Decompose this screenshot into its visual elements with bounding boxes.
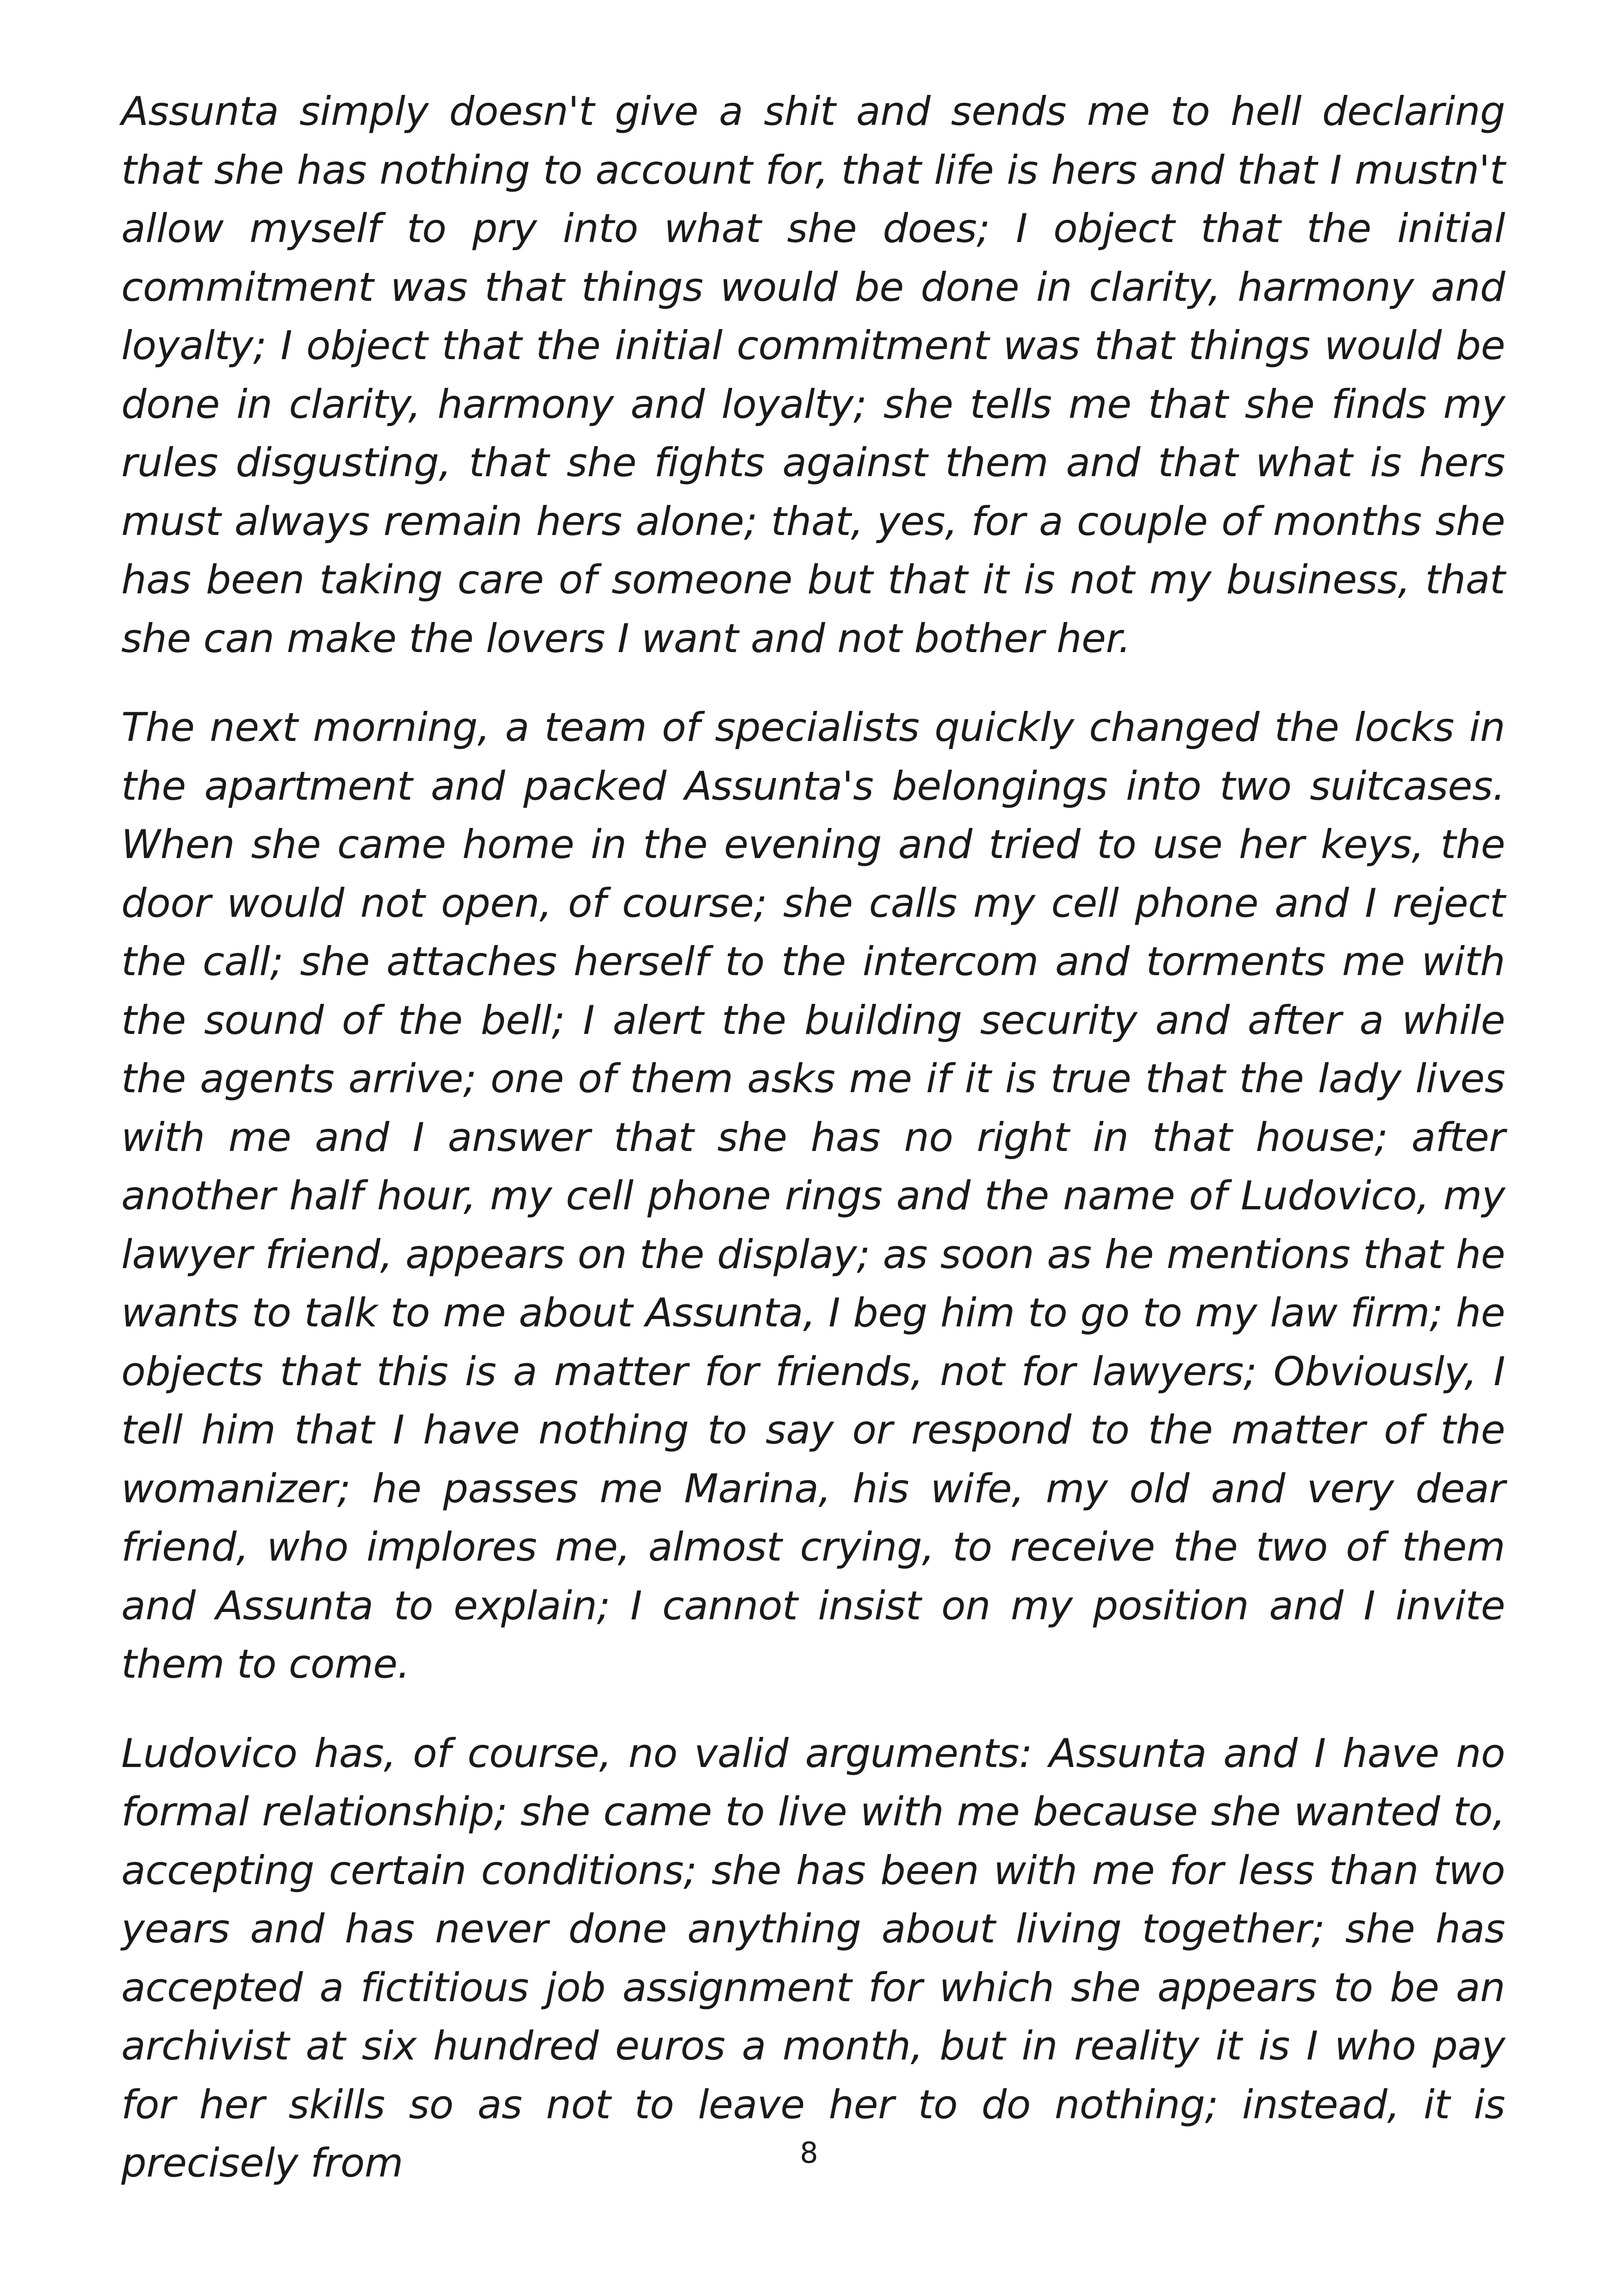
paragraph-1: Assunta simply doesn't give a shit and sends me to hell declaring that she has nothing to account for, that life is hers and that I mustn't allow myself to pry into what she does; I object that the initial commitment was that things would be done in clarity, harmony and loyalty; I object that the initial commitment was that things would be done in clarity, harmony and loyalty; she tells me that she finds my rules disgusting, that she fights against them and that what is hers must always remain hers alone; that, yes, for a couple of months she has been taking care of someone but that it is not my business, that she can make the lovers I want and not bother her. <box>121 88 1505 662</box>
page-number: 8 <box>800 2136 818 2170</box>
paragraph-2: The next morning, a team of specialists quickly changed the locks in the apartment and packed Assunta's belongings into two suitcases. When she came home in the evening and tried to use her keys, the door would not open, of course; she calls my cell phone and I reject the call; she attaches herself to the intercom and torments me with the sound of the bell; I alert the building security and after a while the agents arrive; one of them asks me if it is true that the lady lives with me and I answer that she has no right in that house; after another half hour, my cell phone rings and the name of Ludovico, my lawyer friend, appears on the display; as soon as he mentions that he wants to talk to me about Assunta, I beg him to go to my law firm; he objects that this is a matter for friends, not for lawyers; Obviously, I tell him that I have nothing to say or respond to the matter of the womanizer; he passes me Marina, his wife, my old and very dear friend, who implores me, almost crying, to receive the two of them and Assunta to explain; I cannot insist on my position and I invite them to come. <box>121 704 1505 1687</box>
body-text <box>121 82 1505 2223</box>
paragraph-3: Ludovico has, of course, no valid arguments: Assunta and I have no formal relationship; she came to live with me because she wanted to, accepting certain conditions; she has been with me for less than two years and has never done anything about living together; she has accepted a fictitious job assignment for which she appears to be an archivist at six hundred euros a month, but in reality it is I who pay for her skills so as not to leave her to do nothing; instead, it is precisely from <box>121 1730 1505 2186</box>
